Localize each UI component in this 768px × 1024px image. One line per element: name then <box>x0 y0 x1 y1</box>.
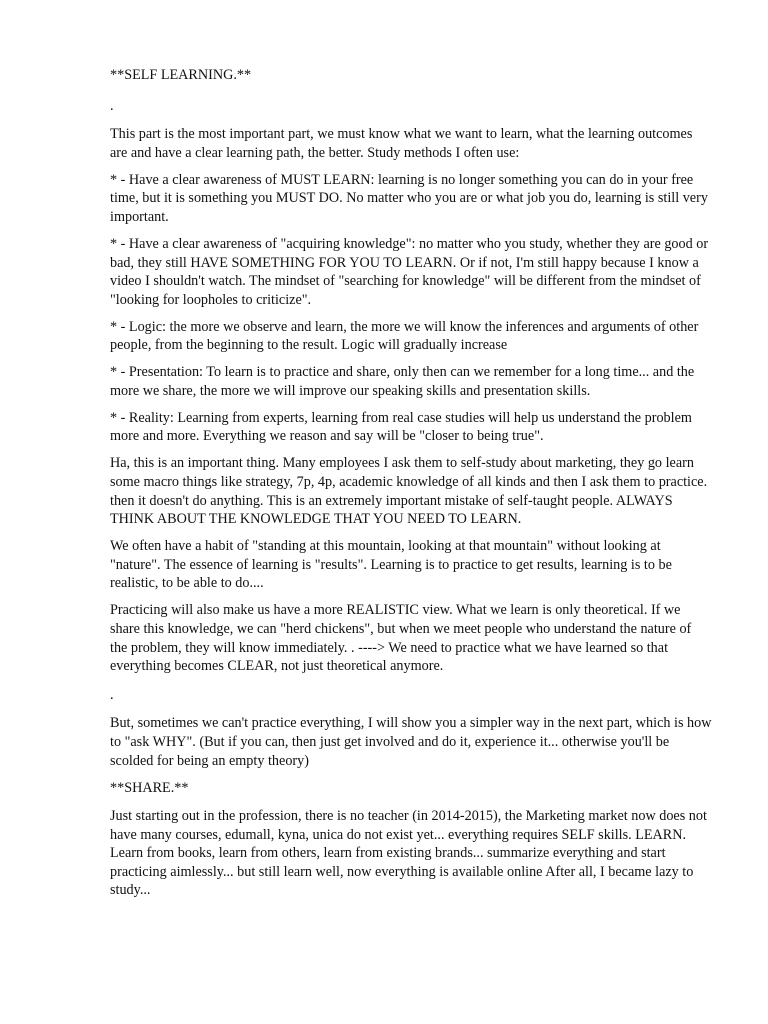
bullet-logic: * - Logic: the more we observe and learn, the more we will know the inferences and arguments of other people, from the beginning to the result. Logic will gradually increase <box>110 318 702 354</box>
separator-dot: . <box>110 97 114 114</box>
document-page <box>110 66 715 908</box>
paragraph-starting-out: Just starting out in the profession, there is no teacher (in 2014-2015), the Marketing market now does not have many courses, edumall, kyna, unica do not exist yet... everything requires SELF skills. LEARN. Learn from books, learn from others, learn from existing brands... summarize everything and start practicing aimlessly... but still learn well, now everything is available online After all, I became lazy to study... <box>110 808 711 899</box>
section-heading-self-learning: **SELF LEARNING.** <box>110 67 252 83</box>
intro-paragraph: This part is the most important part, we must know what we want to learn, what the learning outcomes are and have a clear learning path, the better. Study methods I often use: <box>110 126 696 161</box>
bullet-must-learn: * - Have a clear awareness of MUST LEARN: learning is no longer something you can do in your free time, but it is something you MUST DO. No matter who you are or what job you do, learning is still very important. <box>110 171 712 225</box>
paragraph-mountain: We often have a habit of "standing at this mountain, looking at that mountain" without looking at "nature". The essence of learning is "results". Learning is to practice to get results, learning is to be realistic, to be able to do.... <box>110 538 676 592</box>
bullet-acquiring-knowledge: * - Have a clear awareness of "acquiring knowledge": no matter who you study, whether they are good or bad, they still HAVE SOMETHING FOR YOU TO LEARN. Or if not, I'm still happy because I know a video I shouldn't watch. The mindset of "searching for knowledge" will be different from the mindset of "looking for loopholes to criticize". <box>110 235 712 308</box>
bullet-reality: * - Reality: Learning from experts, learning from real case studies will help us understand the problem more and more. Everything we reason and say will be "closer to being true". <box>110 409 696 445</box>
paragraph-practicing: Practicing will also make us have a more REALISTIC view. What we learn is only theoretical. If we share this knowledge, we can "herd chickens", but when we meet people who understand the nature of the problem, they will know immediately. . ----> We need to practice what we have learned so that everything becomes CLEAR, not just theoretical anymore. <box>110 602 695 675</box>
paragraph-ask-why: But, sometimes we can't practice everything, I will show you a simpler way in the next part, which is how to "ask WHY". (But if you can, then just get involved and do it, experience it... otherwise you'll be scolded for being an empty theory) <box>110 715 715 769</box>
section-heading-share: **SHARE.** <box>110 779 189 796</box>
separator-dot: . <box>110 686 114 703</box>
paragraph-important-thing: Ha, this is an important thing. Many employees I ask them to self-study about marketing, they go learn some macro things like strategy, 7p, 4p, academic knowledge of all kinds and then I ask them to practice. then it doesn't do anything. This is an extremely important mistake of self-taught people. ALWAYS THINK ABOUT THE KNOWLEDGE THAT YOU NEED TO LEARN. <box>110 455 711 528</box>
bullet-presentation: * - Presentation: To learn is to practice and share, only then can we remember for a long time... and the more we share, the more we will improve our speaking skills and presentation skills. <box>110 364 698 399</box>
